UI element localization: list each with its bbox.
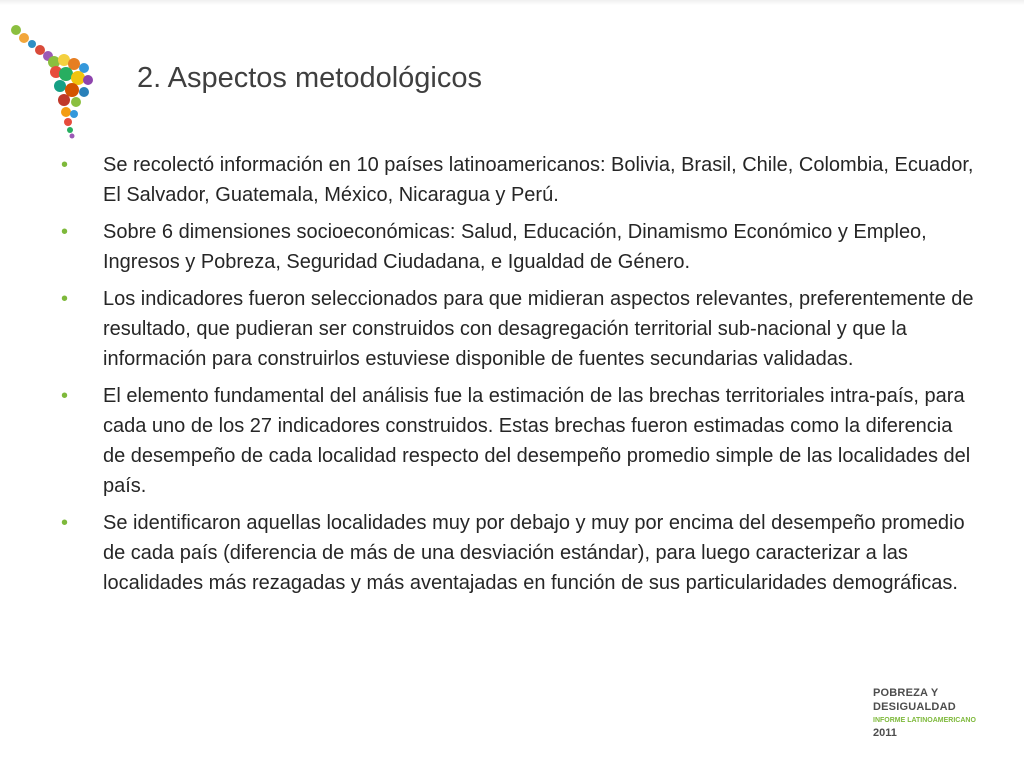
bullet-icon: •	[61, 512, 69, 534]
brand-title-line2: DESIGUALDAD	[873, 701, 956, 713]
bullet-item	[60, 381, 975, 501]
bullet-icon: •	[61, 221, 69, 243]
bullet-icon: •	[61, 288, 69, 310]
bullet-text: El elemento fundamental del análisis fue la estimación de las brechas territoriales intra-país, para cada uno de los 27 indicadores construidos. Estas brechas fueron estimadas como la diferencia de desempeño de cada localidad respecto del desempeño promedio simple de las localidades del país.	[103, 385, 971, 497]
bullet-list	[60, 150, 975, 605]
bullet-icon: •	[61, 154, 69, 176]
bullet-item	[60, 150, 975, 210]
bullet-item	[60, 217, 975, 277]
bullet-text: Sobre 6 dimensiones socioeconómicas: Salud, Educación, Dinamismo Económico y Empleo, Ingresos y Pobreza, Seguridad Ciudadana, e Igualdad de Género.	[103, 221, 927, 273]
top-rule	[0, 0, 1024, 5]
brand-year: 2011	[873, 727, 897, 739]
bullet-text: Se recolectó información en 10 países latinoamericanos: Bolivia, Brasil, Chile, Colombia, Ecuador, El Salvador, Guatemala, México, Nicaragua y Perú.	[103, 154, 974, 206]
bullet-item	[60, 508, 975, 598]
report-branding	[873, 688, 1008, 739]
bullet-item	[60, 284, 975, 374]
slide-title: 2. Aspectos metodológicos	[137, 62, 482, 94]
brand-title-line1: POBREZA Y	[873, 687, 939, 699]
bullet-text: Los indicadores fueron seleccionados para que midieran aspectos relevantes, preferentemente de resultado, que pudieran ser construidos con desagregación territorial sub-nacional y que la información para construirlos estuviese disponible de fuentes secundarias validadas.	[103, 288, 974, 370]
bullet-icon: •	[61, 385, 69, 407]
brand-subtitle: INFORME LATINOAMERICANO	[873, 717, 976, 724]
bullet-text: Se identificaron aquellas localidades muy por debajo y muy por encima del desempeño promedio de cada país (diferencia de más de una desviación estándar), para luego caracterizar a las localidades más rezagadas y más aventajadas en función de sus particularidades demográficas.	[103, 512, 965, 594]
latin-america-hands-map-icon	[4, 10, 104, 140]
